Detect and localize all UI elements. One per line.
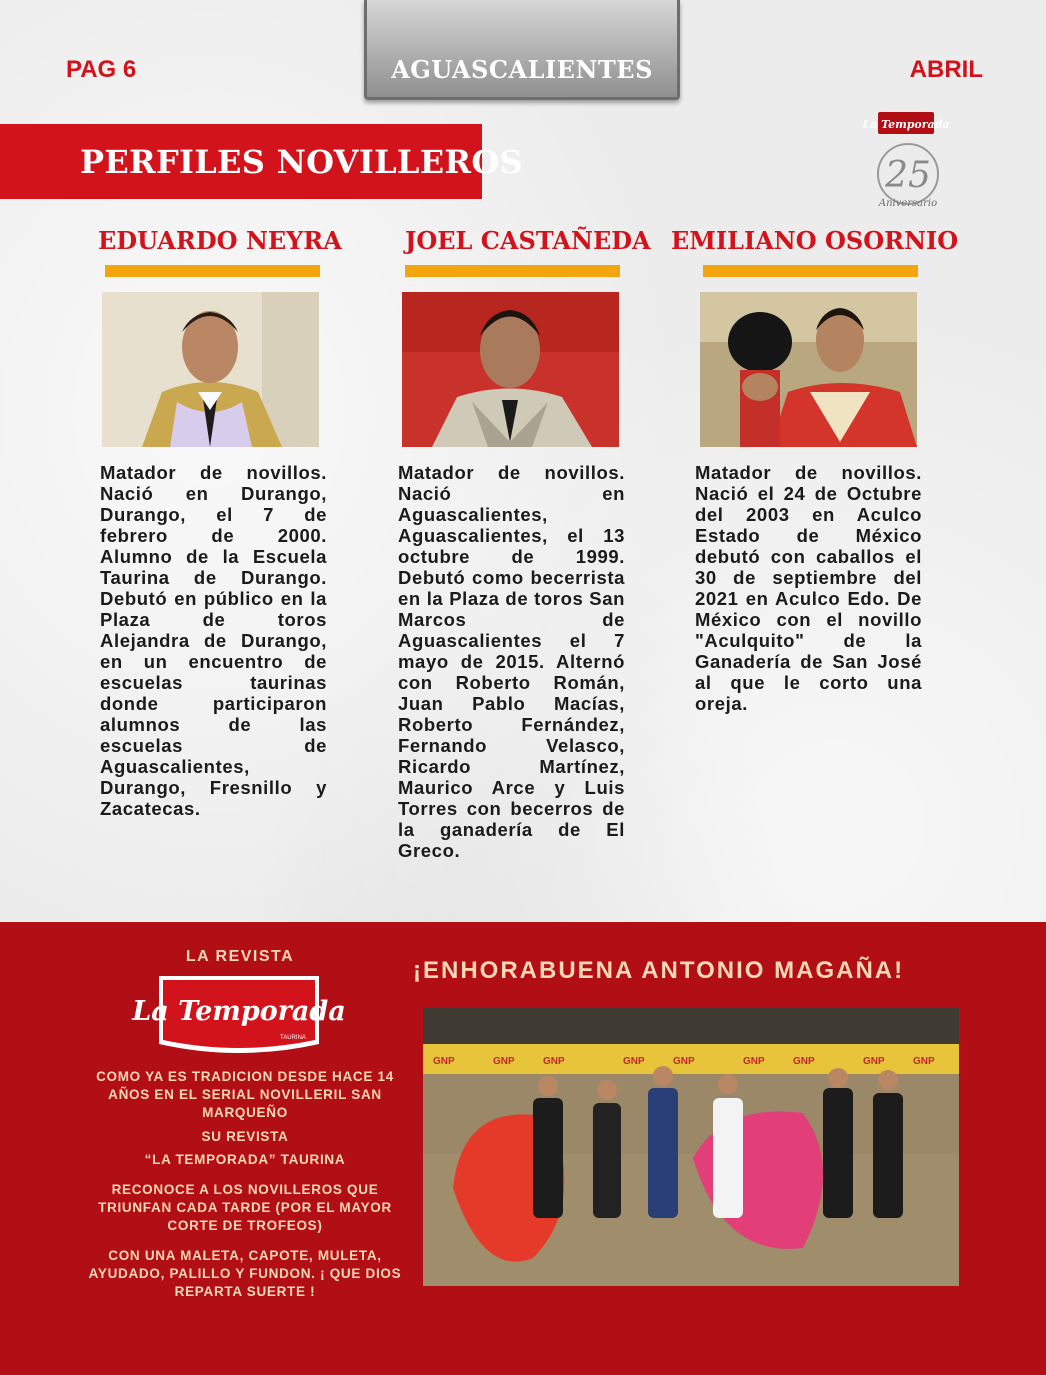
banner-text: GNP	[493, 1056, 515, 1067]
profile-photo	[102, 292, 319, 447]
promo-paragraph-1: COMO YA ES TRADICION DESDE HACE 14 AÑOS EN EL SERIAL NOVILLERIL SAN MARQUEÑO	[96, 1069, 394, 1120]
feature-headline: ¡ENHORABUENA ANTONIO MAGAÑA!	[413, 957, 905, 984]
la-temporada-logo	[132, 970, 346, 1060]
section-tab-label: AGUASCALIENTES	[391, 55, 653, 84]
banner-text: GNP	[673, 1056, 695, 1067]
profile-photo	[402, 292, 619, 447]
anniversary-number: 25	[885, 155, 931, 196]
anniversary-word: Aniversario	[878, 198, 938, 209]
profile-bio: Matador de novillos. Nació en Aguascalientes, Aguascalientes, el 13 octubre de 1999. Debutó como becerrista en la Plaza de toros San Marcos de Aguascalientes el 7 mayo de 2015. Alternó con Roberto Román, Juan Pablo Macías, Roberto Fernández, Fernando Velasco, Ricardo Martínez, Maurico Arce y Luis Torres con becerros de la ganadería de El Greco.	[398, 462, 625, 861]
profile-name: EMILIANO OSORNIO	[671, 226, 959, 255]
promo-paragraph-2: SU REVISTA	[201, 1129, 289, 1144]
anniversary-brand: La Temporada	[862, 118, 950, 131]
banner-text: GNP	[433, 1056, 455, 1067]
promo-paragraph-5: CON UNA MALETA, CAPOTE, MULETA, AYUDADO, PALILLO Y FUNDON. ¡ QUE DIOS REPARTA SUERTE !	[88, 1248, 402, 1299]
banner-text: GNP	[863, 1056, 885, 1067]
profile-name: EDUARDO NEYRA	[98, 226, 342, 255]
logo-subtitle: TAURINA	[280, 1035, 306, 1041]
anniversary-logo	[862, 110, 950, 210]
promo-paragraph-4: RECONOCE A LOS NOVILLEROS QUE TRIUNFAN CADA TARDE (POR EL MAYOR CORTE DE TROFEOS)	[98, 1182, 392, 1233]
profile-bio: Matador de novillos. Nació el 24 de Octubre del 2003 en Aculco Estado de México debutó con caballos el 30 de septiembre del 2021 en Aculco Edo. De México con el novillo "Aculquito" de la Ganadería de San José al que le corto una oreja.	[695, 462, 922, 714]
section-title: PERFILES NOVILLEROS	[80, 143, 523, 181]
banner-text: GNP	[913, 1056, 935, 1067]
banner-text: GNP	[623, 1056, 645, 1067]
profile-divider	[405, 265, 620, 277]
banner-text: GNP	[793, 1056, 815, 1067]
profile-divider	[703, 265, 918, 277]
profile-divider	[105, 265, 320, 277]
profile-name: JOEL CASTAÑEDA	[405, 226, 651, 255]
banner-text: GNP	[743, 1056, 765, 1067]
promo-kicker: LA REVISTA	[185, 948, 295, 965]
section-tab	[364, 0, 680, 100]
page-number: PAG 6	[66, 56, 137, 83]
profile-photo	[700, 292, 917, 447]
feature-photo	[423, 1008, 959, 1286]
profile-bio: Matador de novillos. Nació en Durango, Durango, el 7 de febrero de 2000. Alumno de la Escuela Taurina de Durango. Debutó en público en la Plaza de toros Alejandra de Durango, en un encuentro de escuelas taurinas donde participaron alumnos de las escuelas de Aguascalientes, Durango, Fresnillo y Zacatecas.	[100, 462, 327, 819]
banner-text: GNP	[543, 1056, 565, 1067]
logo-wordmark: La Temporada	[132, 996, 346, 1027]
promo-paragraph-3: “LA TEMPORADA” TAURINA	[144, 1152, 346, 1167]
issue-month: ABRIL	[909, 56, 983, 83]
